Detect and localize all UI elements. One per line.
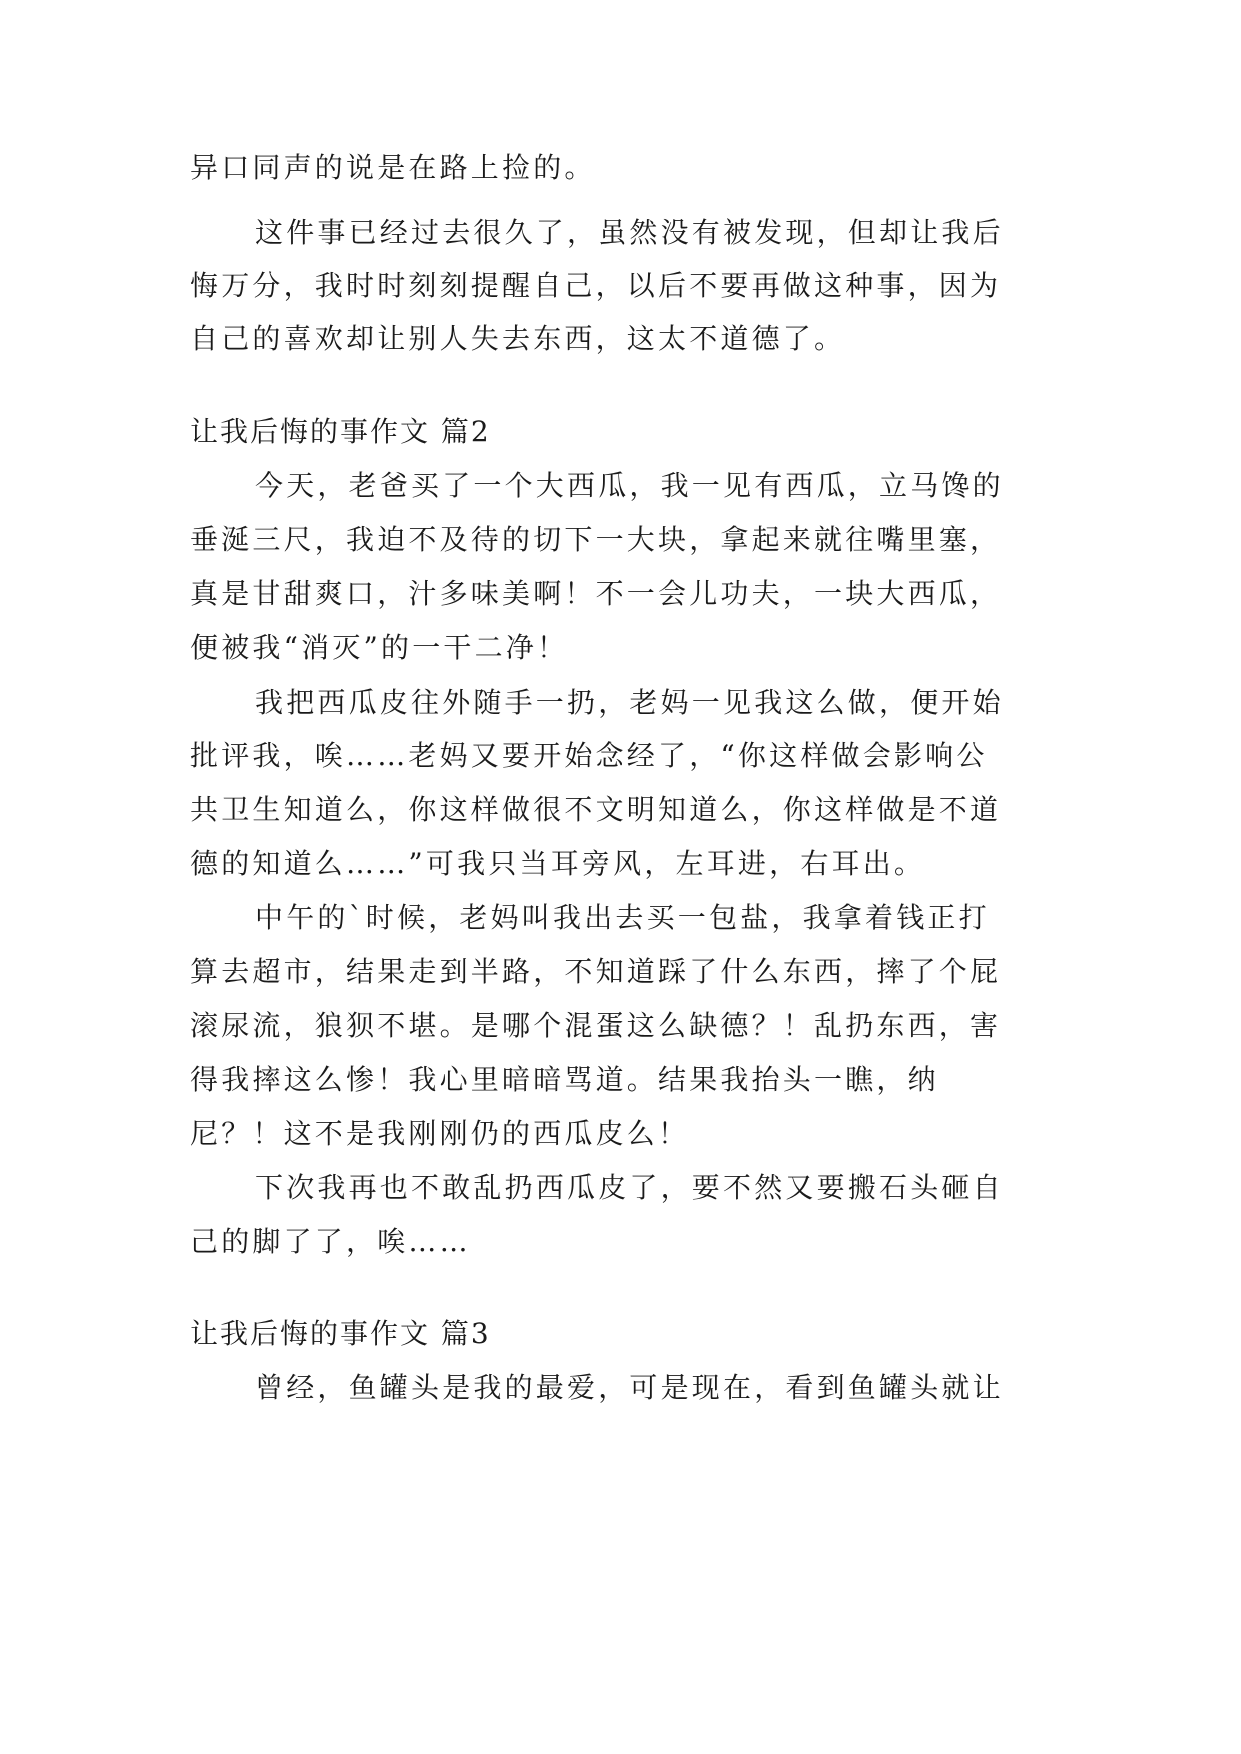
- paragraph-line: 这件事已经过去很久了，虽然没有被发现，但却让我后: [255, 216, 1004, 249]
- paragraph-line: 共卫生知道么，你这样做很不文明知道么，你这样做是不道: [190, 793, 1002, 826]
- paragraph-line: 我把西瓜皮往外随手一扔，老妈一见我这么做，便开始: [255, 686, 1004, 719]
- paragraph-line: 下次我再也不敢乱扔西瓜皮了，要不然又要搬石头砸自: [255, 1171, 1004, 1204]
- paragraph-line: 今天，老爸买了一个大西瓜，我一见有西瓜，立马馋的: [255, 469, 1004, 502]
- paragraph-line: 滚尿流，狼狈不堪。是哪个混蛋这么缺德？！乱扔东西，害: [190, 1009, 1002, 1042]
- paragraph-line: 自己的喜欢却让别人失去东西，这太不道德了。: [190, 322, 846, 355]
- paragraph-line: 悔万分，我时时刻刻提醒自己，以后不要再做这种事，因为: [190, 269, 1002, 302]
- paragraph-line: 尼？！这不是我刚刚仍的西瓜皮么！: [190, 1117, 690, 1150]
- paragraph-line: 曾经，鱼罐头是我的最爱，可是现在，看到鱼罐头就让: [255, 1371, 1004, 1404]
- paragraph-line: 便被我“消灭”的一干二净！: [190, 631, 569, 664]
- paragraph-line: 真是甘甜爽口，汁多味美啊！不一会儿功夫，一块大西瓜，: [190, 577, 1002, 610]
- section-heading: 让我后悔的事作文 篇3: [190, 1317, 491, 1350]
- paragraph-line: 己的脚了了，唉……: [190, 1225, 471, 1258]
- section-heading: 让我后悔的事作文 篇2: [190, 415, 491, 448]
- paragraph-line: 德的知道么……”可我只当耳旁风，左耳进，右耳出。: [190, 847, 926, 880]
- paragraph-line: 异口同声的说是在路上捡的。: [190, 151, 596, 184]
- paragraph-line: 垂涎三尺，我迫不及待的切下一大块，拿起来就往嘴里塞，: [190, 523, 1002, 556]
- paragraph-line: 算去超市，结果走到半路，不知道踩了什么东西，摔了个屁: [190, 955, 1002, 988]
- paragraph-line: 得我摔这么惨！我心里暗暗骂道。结果我抬头一瞧，纳: [190, 1063, 939, 1096]
- paragraph-line: 批评我，唉……老妈又要开始念经了，“你这样做会影响公: [190, 739, 988, 772]
- paragraph-line: 中午的`时候，老妈叫我出去买一包盐，我拿着钱正打: [255, 901, 990, 934]
